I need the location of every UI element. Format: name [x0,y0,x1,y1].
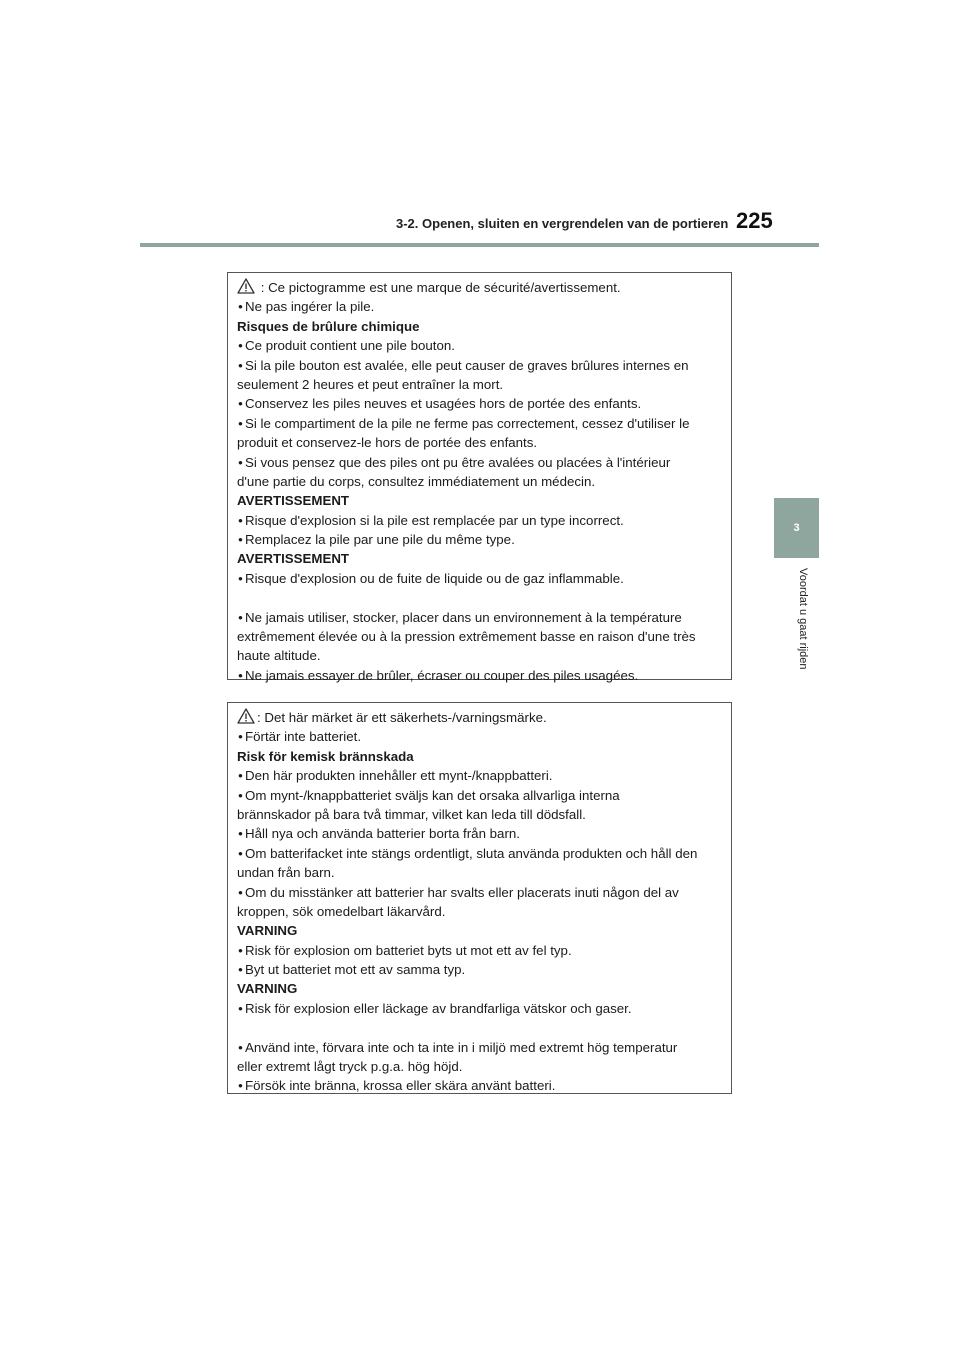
line-text: Den här produkten innehåller ett mynt-/knappbatteri. [245,768,553,784]
warning-text-line [237,530,723,549]
line-text: Risque d'explosion si la pile est remplacée par un type incorrect. [245,512,624,528]
bullet-dot-icon: • [238,396,243,412]
bullet-dot-icon: • [238,942,243,958]
warning-text-line [237,433,723,452]
line-text: haute altitude. [237,648,321,664]
bullet-dot-icon: • [238,826,243,842]
line-text: Om du misstänker att batterier har svalts eller placerats inuti någon del av [245,884,679,900]
line-text: Risque d'explosion ou de fuite de liquide ou de gaz inflammable. [245,570,624,586]
line-text: undan från barn. [237,865,335,881]
warning-heading [237,979,723,998]
line-text: produit et conservez-le hors de portée des enfants. [237,435,538,451]
warning-heading [237,491,723,510]
line-text: Risques de brûlure chimique [237,318,420,334]
warning-text-line [237,1076,723,1095]
line-text: extrêmement élevée ou à la pression extrêmement basse en raison d'une très [237,629,696,645]
bullet-dot-icon: • [238,787,243,803]
warning-text-line [237,883,723,902]
warning-text-line [237,960,723,979]
bullet-dot-icon: • [238,338,243,354]
line-text: seulement 2 heures et peut entraîner la mort. [237,376,504,392]
warning-text-line [237,375,723,394]
bullet-dot-icon: • [238,299,243,315]
blank-line [237,1018,723,1037]
bullet-dot-icon: • [238,845,243,861]
bullet-dot-icon: • [238,454,243,470]
chapter-label: Voordat u gaat rijden [797,568,809,670]
line-text: Risk för explosion om batteriet byts ut mot ett av fel typ. [245,942,572,958]
warning-text-line [237,569,723,588]
line-text: Si vous pensez que des piles ont pu être avalées ou placées à l'intérieur [245,454,671,470]
warning-triangle-icon [237,278,255,294]
bullet-dot-icon: • [238,1039,243,1055]
line-text: Förtär inte batteriet. [245,729,362,745]
line-text: Conservez les piles neuves et usagées hors de portée des enfants. [245,396,642,412]
line-text: Byt ut batteriet mot ett av samma typ. [245,962,466,978]
line-text: Använd inte, förvara inte och ta inte in i miljö med extremt hög temperatur [245,1039,678,1055]
warning-text-line [237,805,723,824]
line-text: Si le compartiment de la pile ne ferme pas correctement, cessez d'utiliser le [245,415,690,431]
line-text: : Ce pictogramme est une marque de sécurité/avertissement. [257,280,621,295]
bullet-dot-icon: • [238,609,243,625]
header-divider [140,243,819,247]
blank-line [237,588,723,607]
warning-text-line [237,608,723,627]
warning-text-line [237,511,723,530]
line-text: Försök inte bränna, krossa eller skära använt batteri. [245,1078,556,1094]
warning-text-line [237,902,723,921]
line-text: Håll nya och använda batterier borta från barn. [245,826,520,842]
warning-heading [237,747,723,766]
warning-text-line [237,394,723,413]
bullet-dot-icon: • [238,415,243,431]
warning-text-line [237,356,723,375]
line-text: d'une partie du corps, consultez immédiatement un médecin. [237,473,596,489]
chapter-tab [774,498,819,558]
warning-text-line [237,414,723,433]
warning-text-line [237,786,723,805]
line-text: VARNING [237,981,298,997]
bullet-dot-icon: • [238,532,243,548]
line-text: Ne jamais utiliser, stocker, placer dans un environnement à la température [245,609,682,625]
warning-text-line [237,627,723,646]
bullet-dot-icon: • [238,768,243,784]
warning-text-line [237,941,723,960]
warning-text-line [237,646,723,665]
warning-heading [237,549,723,568]
line-text: Risk för kemisk brännskada [237,748,414,764]
warning-heading [237,317,723,336]
warning-text-line [237,1057,723,1076]
warning-text-line [237,453,723,472]
page-number: 225 [736,208,773,233]
warning-text-line [237,472,723,491]
line-text: Om mynt-/knappbatteriet sväljs kan det orsaka allvarliga interna [245,787,620,803]
bullet-dot-icon: • [238,1078,243,1094]
warning-triangle-icon [237,708,255,724]
warning-text-line [237,336,723,355]
battery-warning-box-french [227,272,732,683]
battery-warning-box-swedish [227,702,732,1094]
line-text: : Det här märket är ett säkerhets-/varningsmärke. [257,710,547,725]
warning-text-line [237,844,723,863]
warning-text-line [237,727,723,746]
bullet-dot-icon: • [238,1000,243,1016]
bullet-dot-icon: • [238,512,243,528]
line-text: kroppen, sök omedelbart läkarvård. [237,903,446,919]
warning-text-line [237,999,723,1018]
warning-heading [237,921,723,940]
warning-text-line [237,1038,723,1057]
line-text: eller extremt lågt tryck p.g.a. hög höjd. [237,1059,463,1075]
bullet-dot-icon: • [238,570,243,586]
bullet-dot-icon: • [238,962,243,978]
bullet-dot-icon: • [238,667,243,683]
warning-text-line [237,824,723,843]
warning-text-line [237,297,723,316]
line-text: Risk för explosion eller läckage av brandfarliga vätskor och gaser. [245,1000,632,1016]
line-text: Remplacez la pile par une pile du même type. [245,532,515,548]
line-text: Ne jamais essayer de brûler, écraser ou couper des piles usagées. [245,667,639,683]
warning-symbol-line [237,708,723,727]
line-text: Ne pas ingérer la pile. [245,299,375,315]
line-text: Om batterifacket inte stängs ordentligt, sluta använda produkten och håll den [245,845,698,861]
warning-text-line [237,666,723,685]
line-text: Si la pile bouton est avalée, elle peut causer de graves brûlures internes en [245,357,689,373]
page-header-title: 3-2. Openen, sluiten en vergrendelen van de portieren [396,216,729,231]
line-text: AVERTISSEMENT [237,493,350,509]
warning-text-line [237,766,723,785]
warning-text-line [237,863,723,882]
warning-symbol-line [237,278,723,297]
bullet-dot-icon: • [238,729,243,745]
line-text: Ce produit contient une pile bouton. [245,338,455,354]
bullet-dot-icon: • [238,357,243,373]
line-text: AVERTISSEMENT [237,551,350,567]
line-text: VARNING [237,923,298,939]
bullet-dot-icon: • [238,884,243,900]
line-text: brännskador på bara två timmar, vilket kan leda till dödsfall. [237,806,586,822]
chapter-number: 3 [793,522,800,534]
